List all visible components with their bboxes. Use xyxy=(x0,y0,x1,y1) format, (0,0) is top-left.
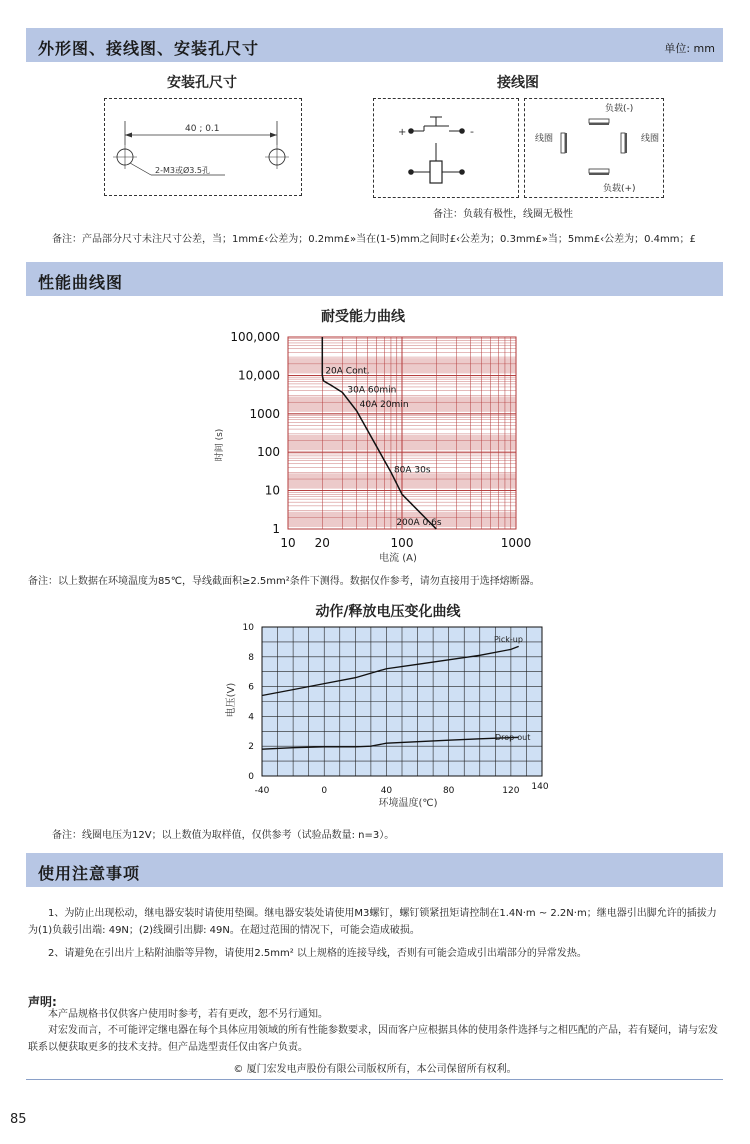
chart2-ytick: 10 xyxy=(242,623,254,633)
chart1-xtick: 1000 xyxy=(500,536,532,550)
section-title: 使用注意事项 xyxy=(38,864,141,883)
voltage-chart xyxy=(200,620,560,815)
chart2-title: 动作/释放电压变化曲线 xyxy=(315,604,461,620)
chart2-note: 备注：线圈电压为12V；以上数值为取样值，仅供参考（试验品数量: n=3）。 xyxy=(52,830,395,841)
section-title: 外形图、接线图、安装孔尺寸 xyxy=(38,39,260,58)
statement-line-2: 对宏发而言，不可能评定继电器在每个具体应用领域的所有性能参数要求，因而客户应根据具体的使用条件选择与之相匹配的产品，若有疑问，请与宏发联系以便获取更多的技术支持。但产品选型责任仅由客户负责。 xyxy=(28,1025,718,1053)
chart1-ytick: 100 xyxy=(257,445,280,460)
dropout-label: Drop-out xyxy=(495,733,531,742)
chart1-annotation: 40A 20min xyxy=(359,399,409,410)
hole-label: 2-M3或Ø3.5孔 xyxy=(155,166,210,175)
chart1-xlabel: 电流 (A) xyxy=(379,553,417,564)
chart1-xtick: 20 xyxy=(314,536,330,550)
copyright: © 厦门宏发电声股份有限公司版权所有，本公司保留所有权利。 xyxy=(233,1064,517,1075)
chart2-xtick: 140 xyxy=(531,782,549,792)
chart1-note: 备注：以上数据在环境温度为85℃，导线截面积≥2.5mm²条件下测得。数据仅作参考，请勿直接用于选择熔断器。 xyxy=(28,576,540,587)
unit-label: 单位: mm xyxy=(664,42,715,55)
section-header-performance xyxy=(26,262,723,296)
section-header-usage xyxy=(26,853,723,887)
load-negative-label: 负载(-) xyxy=(605,104,634,114)
mounting-diagram xyxy=(104,98,302,196)
chart2-ytick: 2 xyxy=(248,742,254,753)
chart1-ylabel: 时间 (s) xyxy=(215,428,225,462)
chart1-annotation: 200A 0.6s xyxy=(396,518,442,528)
section-title: 性能曲线图 xyxy=(38,273,124,292)
chart1-annotation: 30A 60min xyxy=(347,385,397,396)
page-number: 85 xyxy=(10,1112,27,1127)
wiring-circuit-drawing xyxy=(374,99,518,197)
chart1-annotation: 20A Cont. xyxy=(325,366,370,377)
chart1-title: 耐受能力曲线 xyxy=(321,309,405,325)
dimension-label: 40 ; 0.1 xyxy=(185,124,220,134)
chart1-ytick: 10 xyxy=(264,483,280,498)
chart1-xtick: 10 xyxy=(280,536,296,550)
usage-item-1: 1、为防止出现松动，继电器安装时请使用垫圈。继电器安装处请使用M3螺钉，螺钉锁紧扭矩请控制在1.4N·m ~ 2.2N·m；继电器引出脚允许的插拔力为(1)负载引出端: 49N；(2)线圈引出脚: 49N。在超过范围的情况下，可能会造成破损。 xyxy=(28,908,717,936)
statement-line-1: 本产品规格书仅供客户使用时参考，若有更改，恕不另行通知。 xyxy=(48,1009,328,1020)
coil-left-label: 线圈 xyxy=(535,134,554,144)
chart1-ytick: 1000 xyxy=(249,406,280,421)
chart2-xtick: 80 xyxy=(442,786,455,796)
mounting-drawing xyxy=(105,99,301,195)
wiring-note: 备注：负载有极性，线圈无极性 xyxy=(433,209,573,220)
pickup-label: Pick-up xyxy=(494,635,523,644)
usage-item-2: 2、请避免在引出片上粘附油脂等异物，请使用2.5mm² 以上规格的连接导线，否则有可能会造成引出端部分的异常发热。 xyxy=(48,948,587,959)
mounting-title: 安装孔尺寸 xyxy=(167,75,237,91)
chart2-ylabel: 电压(V) xyxy=(226,682,237,718)
chart2-ytick: 4 xyxy=(248,712,254,723)
chart2-ytick: 8 xyxy=(248,652,254,663)
coil-right-label: 线圈 xyxy=(641,134,660,144)
wiring-terminals xyxy=(524,98,664,198)
chart1-ytick: 1 xyxy=(272,522,280,536)
withstand-chart xyxy=(200,325,540,575)
chart2-ytick: 0 xyxy=(248,772,254,782)
chart2-xtick: 0 xyxy=(321,786,328,796)
chart1-xtick: 100 xyxy=(390,536,414,550)
wiring-terminals-drawing xyxy=(525,99,663,197)
load-positive-label: 负载(+) xyxy=(603,184,636,194)
minus-sign: - xyxy=(470,125,474,138)
chart1-annotation: 80A 30s xyxy=(393,465,431,476)
statement-title: 声明: xyxy=(28,995,57,1009)
chart1-ytick: 10,000 xyxy=(238,368,280,383)
chart2-xtick: -40 xyxy=(254,786,270,796)
plus-sign: + xyxy=(398,127,407,138)
tolerance-note: 备注：产品部分尺寸未注尺寸公差，当；1mm£‹公差为；0.2mm£»当在(1-5)mm之间时£‹公差为；0.3mm£»当；5mm£‹公差为；0.4mm；£ xyxy=(52,234,696,245)
footer-divider xyxy=(26,1079,723,1080)
wiring-title: 接线图 xyxy=(497,75,539,91)
chart2-xtick: 120 xyxy=(502,786,520,796)
chart2-xtick: 40 xyxy=(380,786,393,796)
wiring-circuit xyxy=(373,98,519,198)
chart1-ytick: 100,000 xyxy=(230,330,280,344)
chart2-xlabel: 环境温度(℃) xyxy=(378,798,438,809)
chart2-ytick: 6 xyxy=(248,682,254,693)
section-header-dimensions xyxy=(26,28,723,62)
